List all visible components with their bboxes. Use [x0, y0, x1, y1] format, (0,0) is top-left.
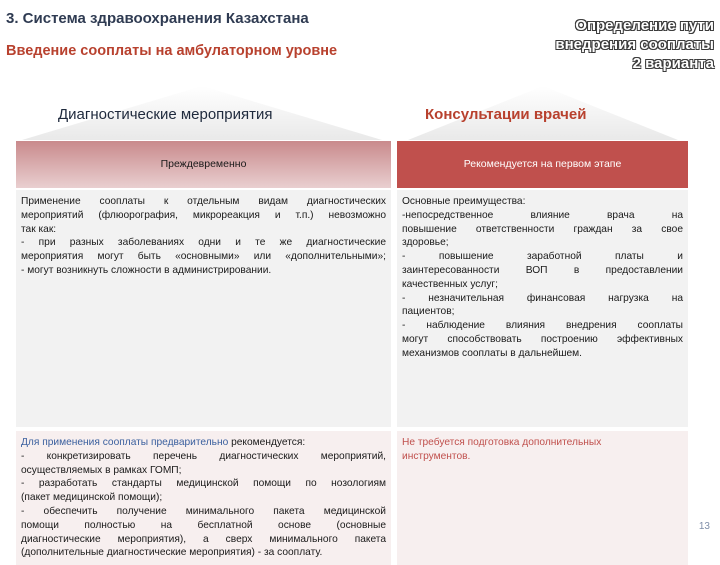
text-line: (пакет медицинской помощи);	[21, 492, 163, 504]
cell-consultation-no-prep	[394, 429, 688, 565]
text-line: - незначительная финансовая нагрузка на	[402, 292, 683, 304]
text-line: здоровье;	[402, 237, 449, 249]
header-cell-premature: Преждевременно	[16, 141, 394, 189]
text-line: могут способствовать построению эффективных	[402, 333, 683, 345]
text-line: пациентов;	[402, 306, 455, 318]
text-line: - обеспечить получение минимального пакета медицинской	[21, 505, 386, 517]
cell-diagnostics-reasons	[16, 189, 394, 429]
page-number: 13	[698, 521, 710, 532]
intro-blue-text: Для применения сооплаты предварительно	[21, 437, 229, 448]
intro-rest-text: рекомендуется:	[228, 437, 306, 448]
table-row	[16, 189, 688, 429]
variant-heading-line-3: 2 варианта	[632, 55, 714, 72]
comparison-table	[16, 141, 688, 565]
variant-heading-line-2: внедрения сооплаты	[555, 36, 714, 53]
text-line: - могут возникнуть сложности в администрировании.	[21, 264, 272, 276]
column-heading-consultations: Консультации врачей	[425, 106, 587, 123]
text-line: - повышение заработной платы и	[402, 251, 683, 263]
variant-heading	[555, 16, 714, 73]
text-line: заинтересованности ВОП в предоставлении	[402, 264, 683, 276]
variant-heading-line-1: Определение пути	[575, 17, 714, 34]
column-heading-diagnostics: Диагностические мероприятия	[58, 106, 273, 123]
text-line: - конкретизировать перечень диагностических мероприятий,	[21, 450, 386, 462]
text-line: Не требуется подготовка дополнительных	[402, 437, 602, 448]
text-line: инструментов.	[402, 450, 471, 462]
text-line: Основные преимущества:	[402, 196, 526, 207]
text-line: механизмов сооплаты в дальнейшем.	[402, 347, 583, 359]
text-line: - разработать стандарты медицинской помощи по нозологиям	[21, 478, 386, 490]
slide-subtitle: Введение сооплаты на амбулаторном уровне	[6, 43, 338, 59]
text-line: диагностические мероприятия), а сверх минимального пакета	[21, 533, 386, 545]
text-line: качественных услуг;	[402, 278, 498, 290]
table-row	[16, 429, 688, 565]
text-line: -непосредственное влияние врача на	[402, 209, 683, 221]
text-line: мероприятия могут быть «основными» или «дополнительными»;	[21, 251, 386, 263]
slide-title: 3. Система здравоохранения Казахстана	[6, 10, 309, 27]
text-line: - наблюдение влияния внедрения сооплаты	[402, 320, 683, 332]
cell-diagnostics-prerequisites	[16, 429, 394, 565]
text-line: мероприятий (флюорография, микрореакция и т.п.) невозможно	[21, 209, 386, 221]
text-line-intro	[21, 436, 386, 450]
table-header-row	[16, 141, 688, 189]
text-line: помощи полностью на бесплатной основе (основные	[21, 519, 386, 531]
text-line: осуществляемых в рамках ГОМП;	[21, 464, 182, 476]
header-cell-recommended: Рекомендуется на первом этапе	[394, 141, 688, 189]
text-line: Применение сооплаты к отдельным видам диагностических	[21, 196, 386, 207]
text-line: повышение ответственности граждан за свое	[402, 223, 683, 235]
cell-consultation-advantages	[394, 189, 688, 429]
text-line: (дополнительные диагностические мероприятия) - за сооплату.	[21, 547, 323, 559]
text-line: так как:	[21, 223, 57, 235]
text-line: - при разных заболеваниях одни и те же диагностические	[21, 237, 386, 249]
